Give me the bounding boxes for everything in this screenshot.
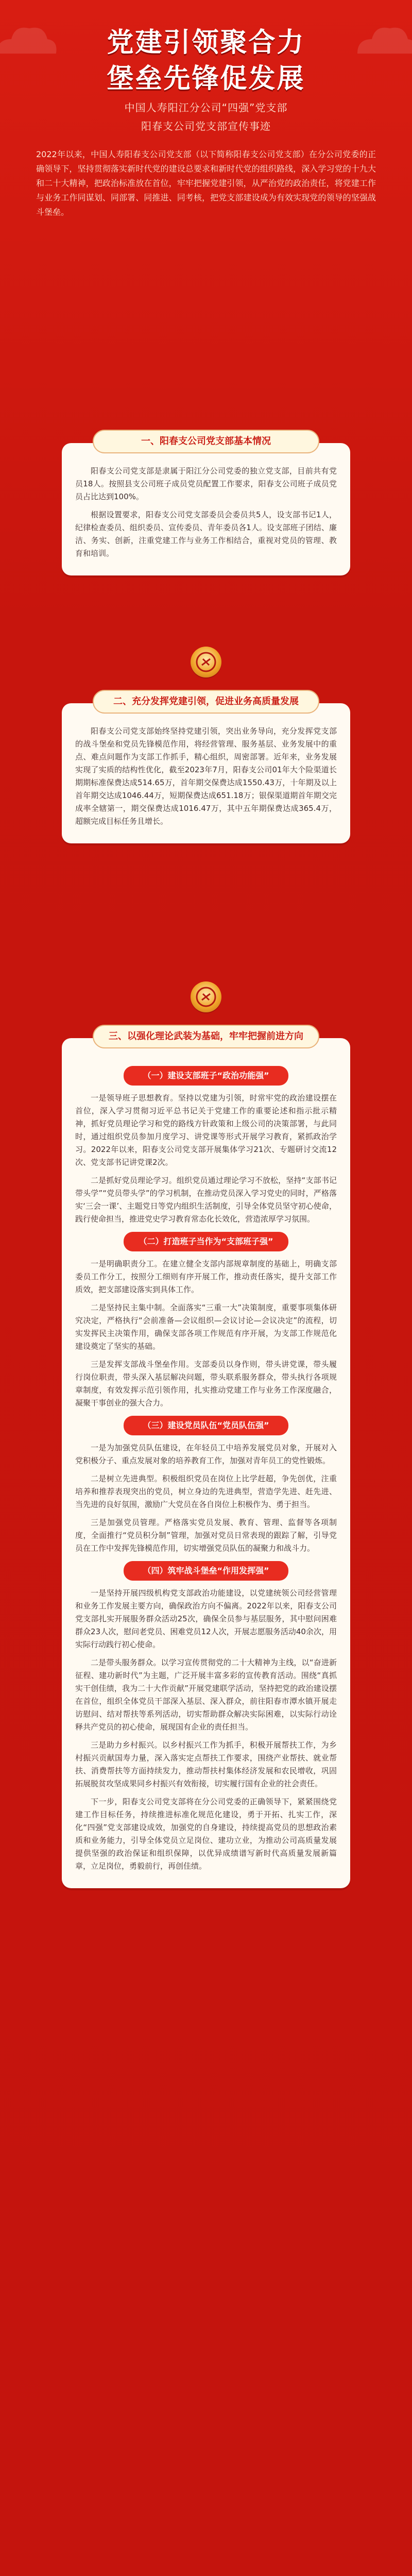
subtitle-line-2: 阳春支公司党支部宣传事迹: [141, 120, 271, 132]
paragraph: 下一步，阳春支公司党支部将在分公司党委的正确领导下，紧紧围绕党建工作目标任务，持续推进标准化规范化建设，勇于开拓、扎实工作，深化“四强”党支部建设成效，加强党的自身建设，持续提高党员的思想政治素质和业务能力，引导全体党员立足岗位、建功立业，为推动公司高质量发展提供坚强的政治保证和组织保障，以优异成绩谱写新时代高质量发展新篇章，立足岗位，勇毅前行，再创佳绩。: [75, 1797, 337, 1871]
paragraph: 阳春支公司党支部始终坚持党建引领，突出业务导向，充分发挥党支部的战斗堡垒和党员先锋模范作用，将经营管理、服务基层、业务发展中的重点、难点问题作为支部工作抓手，精心组织，周密部署。近年来，业务发展实现了实质的结构性优化，截至2023年7月，阳春支公司01年大个险渠道长期期标准保费达成514.65万，首年期交保费达成1550.43万，十年期及以上首年期交达成1046.44万，短期保费达成651.18万；银保渠道期首年期交完成率全辖第一，期交保费达成1016.47万，其中五年期保费达成365.4万，超额完成目标任务且增长。: [75, 726, 337, 826]
section-body: [62, 719, 350, 843]
paragraph: 一是为加强党员队伍建设，在年轻员工中培养发展党员对象，开展对入党积极分子、重点发展对象的培养教育工作，加强对青年员工的党性锻炼。: [75, 1443, 337, 1465]
paragraph: 三是加强党员管理。严格落实党员发展、教育、管理、监督等各项制度，全面推行“党员积分制”管理，加强对党员日常表现的跟踪了解，引导党员在工作中发挥先锋模范作用，切实增强党员队伍的凝聚力和战斗力。: [75, 1518, 337, 1553]
paragraph: 三是发挥支部战斗堡垒作用。支部委员以身作则，带头讲党课，带头履行岗位职责，带头深入基层解决问题，带头联系服务群众，带头执行各项规章制度，有效发挥示范引领作用，扎实推动党建工作与业务工作深度融合，凝聚干事创业的强大合力。: [75, 1360, 337, 1408]
paragraph: 二是抓好党员理论学习。组织党员通过理论学习不放松，坚持“支部书记带头学”“党员带头学”的学习机制，在推动党员深入学习党史的同时，严格落实‘三会一课’、主题党日等党内组织生活制度，引导全体党员坚守初心使命，践行使命担当，推进党史学习教育常态化长效化，营造浓厚学习氛围。: [75, 1176, 337, 1224]
section-basic-info: [62, 436, 350, 575]
party-emblem-icon: [191, 981, 221, 1012]
section-party-leadership: [62, 696, 350, 843]
paragraph: 一是明确职责分工。在建立健全支部内部规章制度的基础上，明确支部委员工作分工，按照分工细则有序开展工作，推动责任落实，提升支部工作质效，把支部建设落实到具体工作。: [75, 1259, 337, 1294]
party-emblem-icon: [191, 647, 221, 677]
section-body: [62, 459, 350, 575]
section-body: [62, 1054, 350, 1888]
subsection-title: （四）筑牢战斗堡垒“作用发挥强”: [124, 1561, 288, 1581]
paragraph: 二是坚持民主集中制。全面落实“三重一大”决策制度，重要事项集体研究决定，严格执行“会前准备—会议组织—会议讨论—会议决定”的流程，切实发挥民主决策作用，确保支部各项工作规范有序开展，为支部工作规范化建设奠定了坚实的基础。: [75, 1303, 337, 1351]
paragraph: 一是领导班子思想教育。坚持以党建为引领，时常牢党的政治建设摆在首位，深入学习贯彻习近平总书记关于党建工作的重要论述和指示批示精神，抓好党员理论学习和党的路线方针政策和上级公司的决策部署，与此同时，通过组织党员参加月度学习、讲党课等形式开展学习教育，紧抓政治学习。2022年以来，阳春支公司党支部开展集体学习21次、专题研讨交流12次、党支部书记讲党课2次。: [75, 1093, 337, 1167]
section-theory-armament: [62, 1031, 350, 1888]
paragraph: 三是助力乡村振兴。以乡村振兴工作为抓手，积极开展帮扶工作，为乡村振兴贡献国寿力量，深入落实定点帮扶工作要求，围绕产业帮扶、就业帮扶、消费帮扶等方面持续发力，推动帮扶村集体经济发展和农民增收，巩固拓展脱贫攻坚成果同乡村振兴有效衔接，切实履行国有企业的社会责任。: [75, 1740, 337, 1788]
paragraph: 二是带头服务群众。以学习宣传贯彻党的二十大精神为主线，以“奋进新征程、建功新时代”为主题，广泛开展丰富多彩的宣传教育活动。围绕“真抓实干创佳绩，我为二十大作贡献”开展党建联学活动，坚持把党的政治建设摆在首位，组织全体党员干部深入基层、深入群众，前往阳春市潭水镇开展走访慰问、结对帮扶等系列活动，切实帮助群众解决实际困难，以实际行动诠释共产党员的初心使命，展现国有企业的责任担当。: [75, 1658, 337, 1732]
cloud-ornament-right: [350, 10, 412, 82]
section-title: 一、阳春支公司党支部基本情况: [93, 430, 319, 453]
section-title: 二、充分发挥党建引领，促进业务高质量发展: [93, 690, 319, 714]
subsection-title: （二）打造班子当作为“支部班子强”: [124, 1232, 288, 1251]
title-line-1: 党建引领聚合力: [107, 27, 305, 58]
intro-paragraph: 2022年以来，中国人寿阳春支公司党支部（以下简称阳春支公司党支部）在分公司党委的正确领导下，坚持贯彻落实新时代党的建设总要求和新时代党的组织路线，深入学习党的十九大和二十大精神，把政治标准放在首位，牢牢把握党建引领，从严治党的政治责任，将党建工作与业务工作同谋划、同部署、同推进、同考核，把党支部建设成为有效实现党的领导的坚强战斗堡垒。: [36, 149, 376, 217]
paragraph: 阳春支公司党支部是隶属于阳江分公司党委的独立党支部，目前共有党员18人。按照县支公司班子成员党员配置工作要求，阳春支公司班子成员党员占比达到100%。: [75, 466, 337, 501]
subtitle-line-1: 中国人寿阳江分公司“四强”党支部: [124, 101, 288, 114]
subsection-title: （一）建设支部班子“政治功能强”: [124, 1066, 288, 1086]
paragraph: 根据设置要求，阳春支公司党支部委员会委员共5人，设支部书记1人，纪律检查委员、组织委员、宣传委员、青年委员各1人。设支部班子团结、廉洁、务实、创新，注重党建工作与业务工作相结合，重视对党员的管理、教育和培训。: [75, 510, 337, 558]
paragraph: 二是树立先进典型。积极组织党员在岗位上比学赶超，争先创优，注重培养和推荐表现突出的党员，树立身边的先进典型，营造学先进、赶先进、当先进的良好氛围，激励广大党员在各自岗位上积极作为、勇于担当。: [75, 1474, 337, 1509]
paragraph: 一是坚持开展四级机构党支部政治功能建设，以党建统领公司经营管理和业务工作发展主要方向，确保政治方向不偏离。2022年以来，阳春支公司党支部扎实开展服务群众活动25次，确保全员参与基层服务，其中慰问困难群众23人次，慰问老党员、困难党员12人次，开展志愿服务活动40余次，用实际行动践行初心使命。: [75, 1588, 337, 1649]
title-line-2: 堡垒先锋促发展: [107, 63, 305, 94]
cloud-ornament-left: [0, 10, 62, 82]
subsection-title: （三）建设党员队伍“党员队伍强”: [124, 1416, 288, 1435]
section-title: 三、以强化理论武装为基础，牢牢把握前进方向: [93, 1025, 319, 1048]
